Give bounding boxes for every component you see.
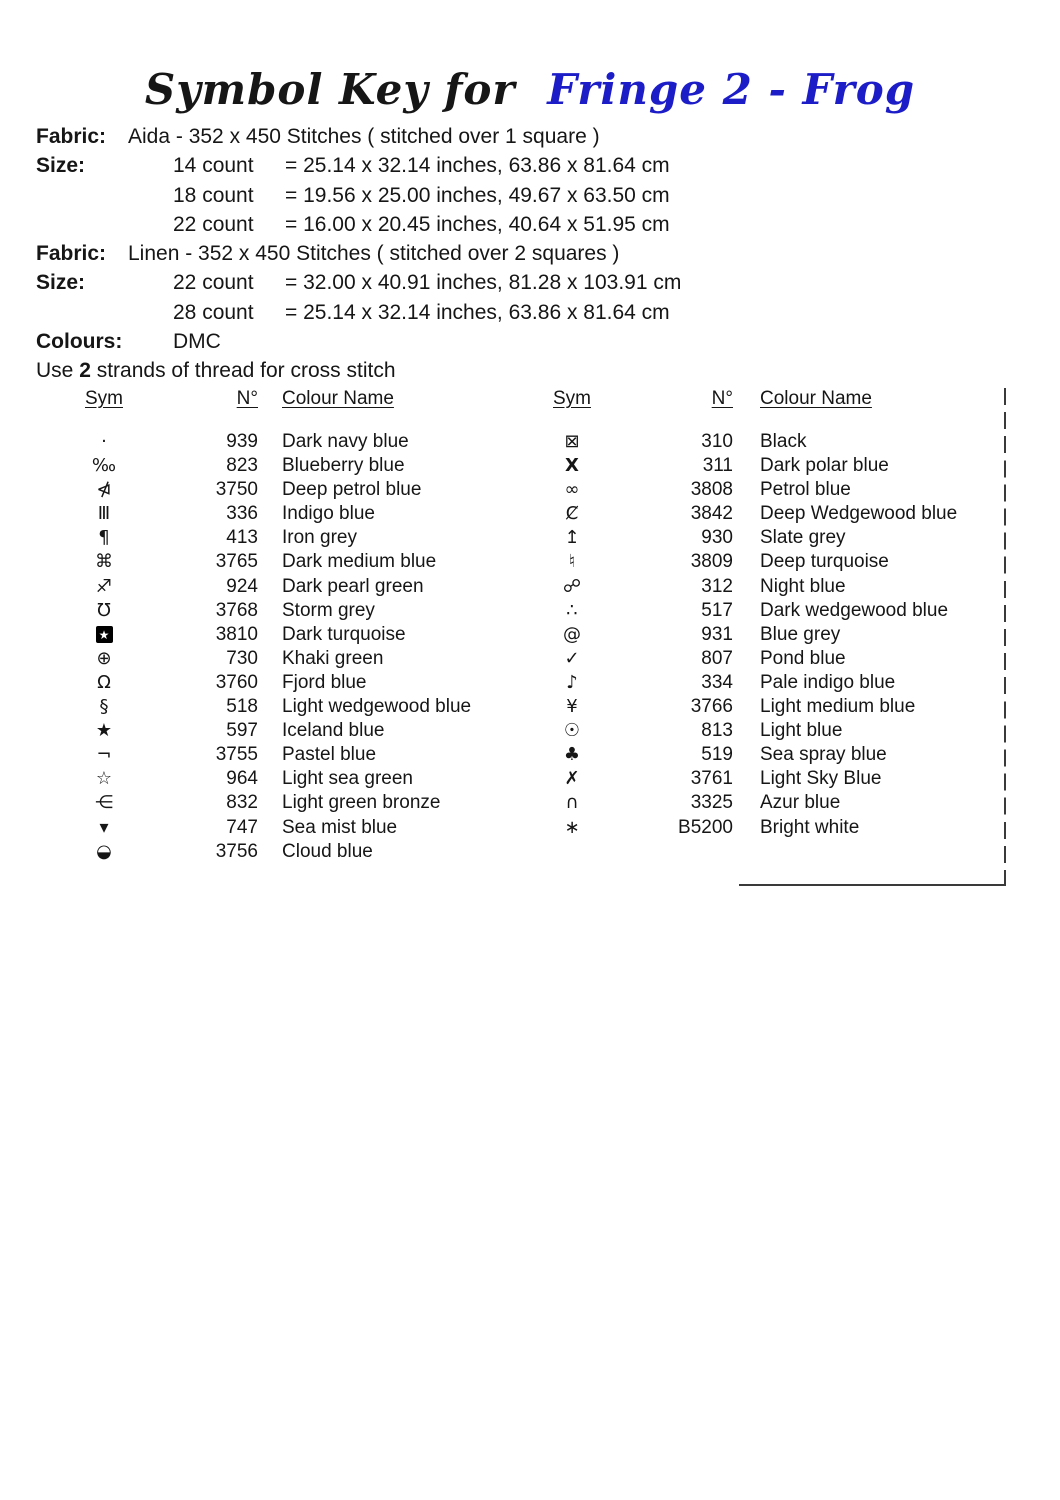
colour-name-cell: Dark navy blue	[282, 431, 409, 452]
spec-label: Colours:	[36, 330, 123, 354]
colour-name-cell: Indigo blue	[282, 503, 375, 525]
dmc-number-cell: 312	[701, 575, 733, 597]
header-number-right: N°	[711, 388, 733, 409]
colour-name-cell: Iron grey	[282, 527, 357, 549]
strands-count: 2	[79, 359, 91, 383]
dmc-number-cell: 813	[701, 720, 733, 742]
spec-value: Linen - 352 x 450 Stitches ( stitched over 2 squares )	[128, 242, 620, 266]
dmc-number-cell: 3809	[690, 551, 733, 573]
dmc-number-cell: 3765	[215, 551, 258, 573]
table-row	[0, 767, 1060, 791]
colour-name-cell: Sea spray blue	[760, 744, 887, 766]
table-row	[0, 526, 1060, 550]
symbol-cell: ♐	[95, 575, 113, 597]
symbol-cell: ·	[101, 431, 107, 452]
table-row	[0, 743, 1060, 767]
table-row	[0, 623, 1060, 647]
colour-name-cell: Light Sky Blue	[760, 768, 882, 790]
spec-line	[0, 122, 1060, 151]
dmc-number-cell: 3755	[215, 744, 258, 766]
spec-value: DMC	[173, 330, 221, 354]
colour-name-cell: Bright white	[760, 816, 860, 838]
spec-value: 22 count	[173, 271, 254, 295]
table-row	[0, 647, 1060, 671]
spec-lines	[0, 122, 1060, 356]
spec-line	[0, 151, 1060, 180]
symbol-cell: Ω	[97, 671, 111, 693]
symbol-table-right-body	[0, 430, 1060, 840]
table-bottom-border	[739, 884, 1006, 886]
dmc-number-cell: 3760	[215, 671, 258, 693]
header-sym-left: Sym	[85, 388, 123, 409]
dmc-number-cell: 310	[701, 431, 733, 452]
symbol-cell: ☍	[562, 575, 582, 597]
colour-name-cell: Light blue	[760, 720, 843, 742]
strands-prefix: Use	[36, 359, 80, 383]
symbol-cell: ♣	[563, 744, 581, 766]
symbol-cell: @	[563, 623, 581, 645]
colour-name-cell: Cloud blue	[282, 840, 373, 862]
table-right-border	[1004, 388, 1006, 886]
dmc-number-cell: 3756	[215, 840, 258, 862]
symbol-cell: ∞	[564, 479, 580, 501]
dmc-number-cell: 519	[701, 744, 733, 766]
table-row	[0, 791, 1060, 815]
dmc-number-cell: 336	[226, 503, 258, 525]
table-row	[0, 478, 1060, 502]
colour-name-cell: Pale indigo blue	[760, 671, 896, 693]
colour-name-cell: Deep turquoise	[760, 551, 889, 573]
dmc-number-cell: 3842	[690, 503, 733, 525]
symbol-cell: ↥	[564, 527, 580, 549]
colour-name-cell: Khaki green	[282, 647, 384, 669]
spec-value: Aida - 352 x 450 Stitches ( stitched over 1 square )	[128, 125, 600, 148]
spec-value: 18 count	[173, 183, 254, 207]
dmc-number-cell: 924	[226, 575, 258, 597]
dmc-number-cell: 730	[226, 647, 258, 669]
table-row	[0, 575, 1060, 599]
spec-dimensions: = 32.00 x 40.91 inches, 81.28 x 103.91 cm	[285, 271, 682, 295]
dmc-number-cell: 3766	[690, 696, 733, 718]
symbol-cell: ‰	[91, 455, 117, 477]
dmc-number-cell: 597	[226, 720, 258, 742]
colour-name-cell: Pastel blue	[282, 744, 377, 766]
spec-label: Fabric:	[36, 125, 107, 148]
spec-dimensions: = 16.00 x 20.45 inches, 40.64 x 51.95 cm	[285, 212, 670, 236]
symbol-cell: ⊕	[96, 647, 112, 669]
dmc-number-cell: 930	[701, 527, 733, 549]
symbol-cell: ☉	[563, 720, 581, 742]
symbol-cell: §	[99, 696, 109, 718]
symbol-cell: ★	[95, 720, 113, 742]
dmc-number-cell: 747	[226, 816, 258, 838]
dmc-number-cell: 807	[701, 647, 733, 669]
strands-note	[0, 356, 1060, 385]
table-row	[0, 695, 1060, 719]
dmc-number-cell: 3768	[215, 599, 258, 621]
colour-name-cell: Azur blue	[760, 792, 841, 814]
symbol-cell: ∩	[565, 792, 579, 814]
colour-name-cell: Fjord blue	[282, 671, 367, 693]
dmc-number-cell: 931	[701, 623, 733, 645]
title-main: Symbol Key for	[144, 65, 516, 114]
dmc-number-cell: B5200	[678, 816, 733, 838]
colour-name-cell: Light green bronze	[282, 792, 441, 814]
dmc-number-cell: 3325	[690, 792, 733, 814]
spec-label: Size:	[36, 271, 86, 295]
spec-label: Size:	[36, 154, 86, 178]
colour-name-cell: Blueberry blue	[282, 455, 405, 477]
spec-line	[0, 268, 1060, 297]
colour-name-cell: Deep petrol blue	[282, 479, 422, 501]
dmc-number-cell: 334	[701, 671, 733, 693]
symbol-cell: Ⅲ	[97, 503, 111, 525]
dmc-number-cell: 413	[226, 527, 258, 549]
colour-name-cell: Iceland blue	[282, 720, 385, 742]
colour-name-cell: Light sea green	[282, 768, 413, 790]
header-number-left: N°	[236, 388, 258, 409]
symbol-cell: ⊠	[564, 431, 580, 452]
header-name-left: Colour Name	[282, 388, 394, 409]
dmc-number-cell: 3808	[690, 479, 733, 501]
spec-line	[0, 210, 1060, 239]
colour-name-cell: Pond blue	[760, 647, 846, 669]
dmc-number-cell: 3761	[690, 768, 733, 790]
spec-line	[0, 181, 1060, 210]
colour-name-cell: Dark medium blue	[282, 551, 437, 573]
spec-line	[0, 327, 1060, 356]
symbol-cell: ∴	[566, 599, 578, 621]
colour-name-cell: Black	[760, 431, 807, 452]
table-row	[0, 502, 1060, 526]
title-accent: Fringe 2 - Frog	[547, 65, 916, 114]
spec-dimensions: = 25.14 x 32.14 inches, 63.86 x 81.64 cm	[285, 300, 670, 324]
symbol-cell: ☆	[95, 768, 113, 790]
symbol-cell: ¥	[566, 696, 578, 718]
symbol-cell: ◒	[96, 840, 112, 862]
strands-suffix: strands of thread for cross stitch	[90, 359, 396, 383]
table-row	[0, 454, 1060, 478]
symbol-cell: ▾	[99, 816, 109, 838]
dmc-number-cell: 518	[226, 696, 258, 718]
colour-name-cell: Deep Wedgewood blue	[760, 503, 958, 525]
spec-line	[0, 298, 1060, 327]
colour-name-cell: Light wedgewood blue	[282, 696, 472, 718]
header-name-right: Colour Name	[760, 388, 872, 409]
page-title	[0, 66, 1060, 114]
colour-name-cell: Blue grey	[760, 623, 841, 645]
spec-value: 22 count	[173, 212, 254, 236]
table-row	[0, 430, 1060, 454]
symbol-cell: Ʊ	[97, 599, 111, 621]
dmc-number-cell: 823	[226, 455, 258, 477]
table-row	[0, 671, 1060, 695]
table-row	[0, 840, 1060, 864]
dmc-number-cell: 939	[226, 431, 258, 452]
dmc-number-cell: 517	[701, 599, 733, 621]
symbol-cell: ♪	[566, 671, 578, 693]
dmc-number-cell: 3810	[215, 623, 258, 645]
table-row	[0, 599, 1060, 623]
spec-value: 28 count	[173, 300, 254, 324]
symbol-cell: ¶	[98, 527, 110, 549]
pattern-specs	[0, 122, 1060, 386]
symbol-cell: X	[565, 455, 579, 477]
symbol-cell: ⋪	[96, 479, 112, 501]
spec-dimensions: = 25.14 x 32.14 inches, 63.86 x 81.64 cm	[285, 154, 670, 178]
colour-name-cell: Petrol blue	[760, 479, 851, 501]
colour-name-cell: Slate grey	[760, 527, 846, 549]
symbol-cell: ⋲	[95, 792, 113, 814]
colour-name-cell: Light medium blue	[760, 696, 916, 718]
symbol-cell: ✗	[564, 768, 580, 790]
symbol-cell: ♮	[568, 551, 576, 573]
dmc-number-cell: 832	[226, 792, 258, 814]
symbol-cell: ∗	[564, 816, 580, 838]
colour-name-cell: Storm grey	[282, 599, 375, 621]
symbol-cell: ✓	[564, 647, 580, 669]
dmc-number-cell: 3750	[215, 479, 258, 501]
colour-name-cell: Dark polar blue	[760, 455, 889, 477]
colour-name-cell: Night blue	[760, 575, 846, 597]
spec-dimensions: = 19.56 x 25.00 inches, 49.67 x 63.50 cm	[285, 183, 670, 207]
symbol-cell: ¬	[96, 744, 112, 766]
inverse-symbol-box: ★	[96, 626, 113, 643]
colour-name-cell: Dark turquoise	[282, 623, 406, 645]
spec-line	[0, 239, 1060, 268]
table-row	[0, 816, 1060, 840]
spec-label: Fabric:	[36, 242, 107, 266]
colour-name-cell: Sea mist blue	[282, 816, 398, 838]
colour-name-cell: Dark pearl green	[282, 575, 424, 597]
header-sym-right: Sym	[553, 388, 591, 409]
symbol-cell: Ȼ	[565, 503, 579, 525]
spec-value: 14 count	[173, 154, 254, 178]
colour-name-cell: Dark wedgewood blue	[760, 599, 949, 621]
dmc-number-cell: 311	[702, 455, 733, 477]
symbol-cell: ⌘	[95, 551, 113, 573]
table-row	[0, 550, 1060, 574]
dmc-number-cell: 964	[226, 768, 258, 790]
table-row	[0, 719, 1060, 743]
